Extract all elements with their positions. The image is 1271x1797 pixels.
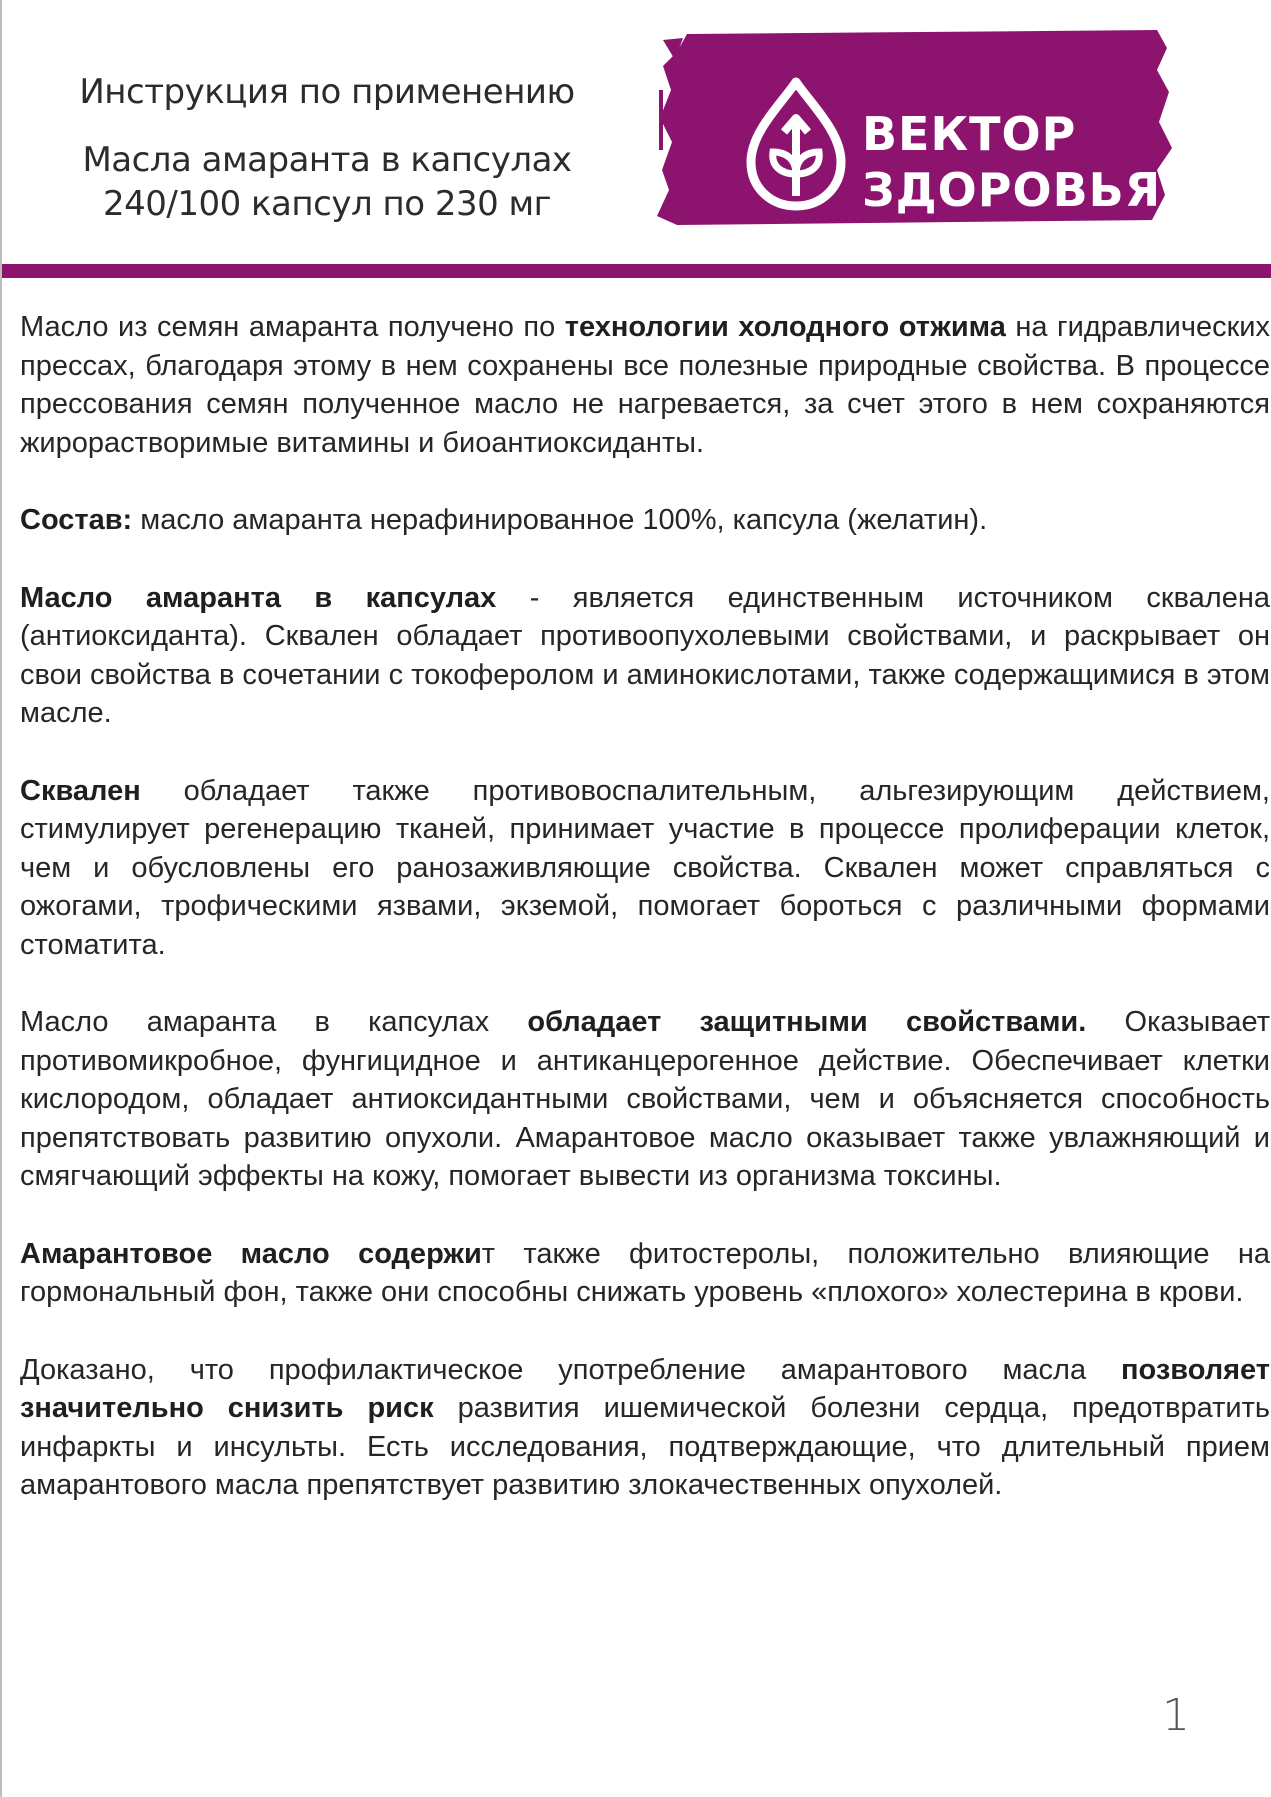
- paragraph-text: масло амаранта нерафинированное 100%, капсула (желатин).: [132, 504, 988, 536]
- paragraph-text: развития ишемической болезни сердца, предотвратить инфаркты и инсульты. Есть исследования, подтверждающие, что длительный прием амарантового масла препятствует развитию злокачественных опухолей.: [20, 1392, 1270, 1501]
- product-name: Масла амаранта в капсулах: [82, 140, 572, 180]
- paragraph-text: на гидравлических прессах, благодаря этому в нем сохранены все полезные природные свойства. В процессе прессования семян полученное масло не нагревается, за счет этого в нем сохраняются жирорастворимые витамины и биоантиоксиданты.: [20, 311, 1270, 459]
- paragraph-text: т также фитостеролы, положительно влияющие на гормональный фон, также они способны снижать уровень «плохого» холестерина в крови.: [20, 1237, 1270, 1308]
- paragraph-emphasis: Масло амаранта в капсулах: [20, 581, 497, 614]
- brand-logo: [657, 30, 1177, 230]
- paragraph-emphasis: технологии холодного отжима: [564, 311, 1006, 343]
- paragraph-emphasis: обладает защитными свойствами.: [527, 1006, 1087, 1038]
- paragraph-composition: [20, 501, 1270, 540]
- page-number: 1: [1162, 1690, 1190, 1741]
- paragraph-squalene-effects: [20, 772, 1270, 965]
- sprout-in-drop-icon: [737, 74, 855, 214]
- paragraph-text: Доказано, что профилактическое употребление амарантового масла: [20, 1353, 1121, 1386]
- header-titles: [62, 72, 592, 226]
- logo-text-line1: ВЕКТОР: [862, 107, 1077, 161]
- paragraph-emphasis: позволяет значительно снизить риск: [20, 1353, 1270, 1424]
- paragraph-emphasis: Состав:: [20, 504, 133, 536]
- paragraph-emphasis: Сквален: [20, 774, 141, 807]
- product-package: 240/100 капсул по 230 мг: [102, 184, 552, 224]
- document-title: Инструкция по применению: [79, 72, 575, 112]
- logo-text-line2: ЗДОРОВЬЯ: [862, 163, 1162, 217]
- header-divider: [2, 264, 1271, 278]
- paragraph-protective: [20, 1003, 1270, 1196]
- paragraph-phytosterols: [20, 1235, 1270, 1312]
- paragraph-text: Масло амаранта в капсулах: [20, 1006, 528, 1038]
- paragraph-heart-disease: [20, 1351, 1270, 1505]
- document-body: [20, 308, 1270, 1544]
- paragraph-technology: [20, 308, 1270, 462]
- paragraph-text: Масло из семян амаранта получено по: [20, 311, 565, 343]
- paragraph-text: обладает также противовоспалительным, альгезирующим действием, стимулирует регенерацию тканей, принимает участие в процессе пролиферации клеток, чем и обусловлены его ранозаживляющие свойства. Сквален может справляться с ожогами, трофическими язвами, экземой, помогает бороться с различными формами стоматита.: [20, 774, 1270, 961]
- paragraph-emphasis: Амарантовое масло содержи: [20, 1237, 482, 1270]
- paragraph-squalene-source: [20, 579, 1270, 733]
- paragraph-text: Оказывает противомикробное, фунгицидное и антиканцерогенное действие. Обеспечивает клетки кислородом, обладает антиоксидантными свойствами, чем и объясняется способность препятствовать развитию опухоли. Амарантовое масло оказывает также увлажняющий и смягчающий эффекты на кожу, помогает вывести из организма токсины.: [20, 1006, 1271, 1192]
- paragraph-text: - является единственным источником сквалена (антиоксиданта). Сквален обладает противоопухолевыми свойствами, и раскрывает он свои свойства в сочетании с токоферолом и аминокислотами, также содержащимися в этом масле.: [20, 581, 1270, 729]
- logo-wordmark: [862, 106, 1161, 218]
